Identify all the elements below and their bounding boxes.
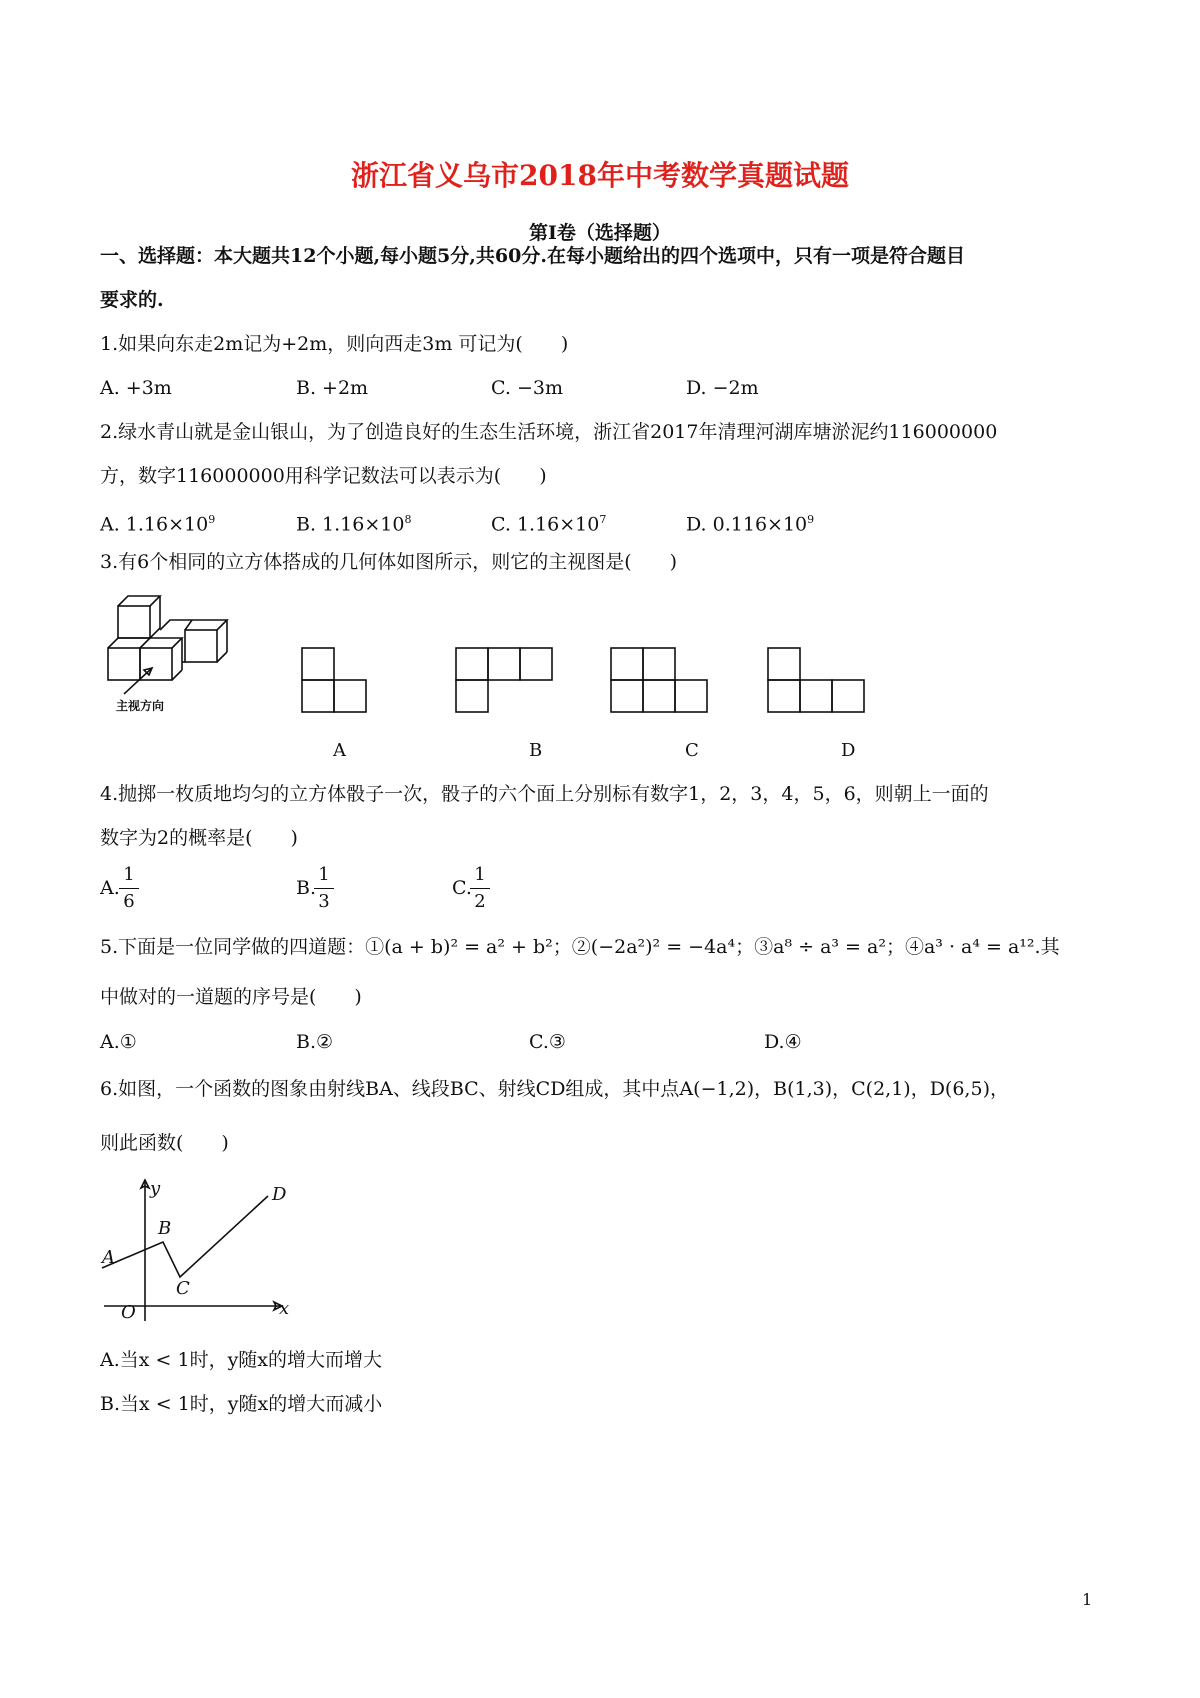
q5-option-b: B.② <box>296 1031 334 1053</box>
q4-option-c-label: C. <box>452 877 472 899</box>
q1-option-a: A. +3m <box>100 377 172 399</box>
q1-option-b: B. +2m <box>296 377 369 399</box>
q6-point-a-label: A <box>102 1247 115 1268</box>
q5-option-c: C.③ <box>529 1031 566 1053</box>
q3-option-d-label: D <box>841 740 856 761</box>
q6-y-axis-label: y <box>150 1178 161 1199</box>
q4-option-a-label: A. <box>100 877 120 899</box>
q1-option-d: D. −2m <box>686 377 759 399</box>
q4-stem-line1: 4.抛掷一枚质地均匀的立方体骰子一次，骰子的六个面上分别标有数字1，2，3，4，5，6，则朝上一面的 <box>100 783 989 805</box>
q3-figure-caption: 主视方向 <box>116 699 165 713</box>
q4-option-a-fraction: 1 6 <box>119 864 139 913</box>
q3-option-d-figure <box>766 646 866 716</box>
q3-option-a-figure <box>300 646 370 716</box>
q6-point-b-label: B <box>158 1218 172 1239</box>
q4-option-b-label: B. <box>296 877 317 899</box>
page-title: 浙江省义乌市2018年中考数学真题试题 <box>351 159 849 192</box>
q2-stem-line1: 2.绿水青山就是金山银山，为了创造良好的生态生活环境，浙江省2017年清理河湖库塘淤泥约116000000 <box>100 421 998 443</box>
q3-stem: 3.有6个相同的立方体搭成的几何体如图所示，则它的主视图是( ) <box>100 551 678 573</box>
section-instructions-line1: 一、选择题：本大题共12个小题,每小题5分,共60分.在每小题给出的四个选项中，只有一项是符合题目 <box>100 245 965 267</box>
section-instructions-line2: 要求的. <box>100 289 164 311</box>
section-subtitle: 第Ⅰ卷（选择题） <box>529 222 671 244</box>
q5-stem-line2: 中做对的一道题的序号是( ) <box>100 986 362 1008</box>
q3-option-b-label: B <box>529 740 543 761</box>
q5-option-d: D.④ <box>764 1031 802 1053</box>
q6-option-a: A.当x < 1时，y随x的增大而增大 <box>100 1349 383 1371</box>
q5-stem-line1: 5.下面是一位同学做的四道题：①(a + b)² = a² + b²；②(−2a²)² = −4a⁴；③a⁸ ÷ a³ = a²；④a³ · a⁴ = a¹².其 <box>100 936 1060 958</box>
q3-option-a-label: A <box>333 740 346 761</box>
q2-option-d: D. $0.116\times 10^9$ <box>686 513 815 536</box>
q4-option-b-fraction: 1 3 <box>314 864 334 913</box>
q6-stem-line2: 则此函数( ) <box>100 1132 229 1154</box>
q2-option-c: C. $1.16\times 10^7$ <box>491 513 607 536</box>
q1-stem: 1.如果向东走2m记为+2m，则向西走3m 可记为( ) <box>100 333 569 355</box>
q1-option-c: C. −3m <box>491 377 563 399</box>
q4-option-c-fraction: 1 2 <box>470 864 490 913</box>
q6-option-b: B.当x < 1时，y随x的增大而减小 <box>100 1393 383 1415</box>
q2-option-b: B. $1.16\times 10^8$ <box>296 513 412 536</box>
q6-function-line <box>102 1196 268 1277</box>
q6-point-c-label: C <box>176 1278 190 1299</box>
page-number: 1 <box>1082 1590 1093 1609</box>
q6-origin-label: O <box>121 1302 136 1323</box>
q6-x-axis-label: x <box>279 1298 290 1319</box>
q5-option-a: A.① <box>100 1031 137 1053</box>
q2-option-a: A. $1.16\times 10^9$ <box>100 513 216 536</box>
q3-option-b-figure <box>454 646 554 716</box>
q3-option-c-label: C <box>685 740 699 761</box>
q3-option-c-figure <box>609 646 709 716</box>
q6-point-d-label: D <box>272 1184 287 1205</box>
q2-stem-line2: 方，数字116000000用科学记数法可以表示为( ) <box>100 465 547 487</box>
q6-stem-line1: 6.如图，一个函数的图象由射线BA、线段BC、射线CD组成，其中点A(−1,2)，B(1,3)，C(2,1)，D(6,5)， <box>100 1078 1009 1100</box>
q4-stem-line2: 数字为2的概率是( ) <box>100 827 298 849</box>
